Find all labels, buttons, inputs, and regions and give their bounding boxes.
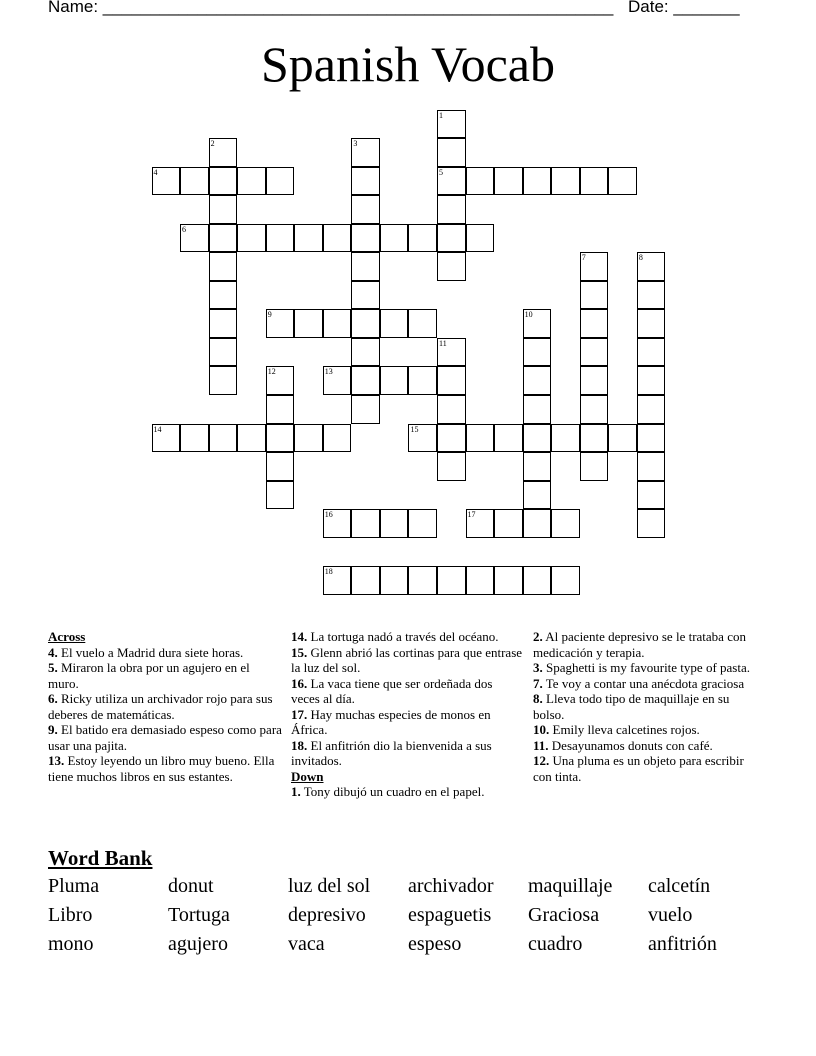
crossword-cell[interactable] [608,424,637,453]
clue-4 [48,645,283,661]
clue-13 [48,753,283,784]
crossword-cell[interactable] [494,509,523,538]
word-bank-item: Pluma [48,875,100,897]
crossword-cell[interactable] [266,167,295,196]
clue-number: 15. [291,644,308,660]
crossword-cell[interactable] [466,224,495,253]
clue-7 [533,676,763,692]
clue-text: Ricky utiliza un archivador rojo para sus deberes de matemáticas. [48,691,273,722]
crossword-cell[interactable] [523,395,552,424]
clue-number: 6. [48,691,58,706]
crossword-cell[interactable] [408,566,437,595]
crossword-cell[interactable] [580,395,609,424]
clues-column-2 [291,629,523,800]
crossword-cell[interactable] [294,424,323,453]
word-bank-item: vaca [288,933,325,955]
crossword-cell[interactable] [637,338,666,367]
crossword-cell[interactable] [408,309,437,338]
clue-number: 12. [533,753,550,768]
crossword-cell[interactable] [437,366,466,395]
crossword-cell[interactable] [637,424,666,453]
crossword-cell[interactable] [408,366,437,395]
clue-number: 16. [291,675,308,691]
crossword-cell[interactable] [294,309,323,338]
crossword-cell[interactable] [437,566,466,595]
clue-number: 3. [533,660,543,675]
crossword-cell[interactable] [380,509,409,538]
clue-text: Hay muchas especies de monos en África. [291,706,491,737]
clue-number: 9. [48,722,58,737]
word-bank-item: anfitrión [648,933,717,955]
clue-number: 7. [533,675,543,691]
grid-number: 4 [153,167,158,177]
crossword-cell[interactable] [580,424,609,453]
crossword-cell[interactable] [209,338,238,367]
crossword-cell[interactable] [266,481,295,510]
crossword-cell[interactable] [351,195,380,224]
clue-text: Spaghetti is my favourite type of pasta. [542,660,750,675]
clue-text: El vuelo a Madrid dura siete horas. [57,644,244,660]
clue-number: 2. [533,629,543,644]
grid-number: 14 [153,424,162,434]
word-bank-title: Word Bank [48,846,153,870]
crossword-cell[interactable] [580,309,609,338]
crossword-cell[interactable] [637,509,666,538]
crossword-cell[interactable] [351,509,380,538]
grid-number: 13 [324,367,333,377]
crossword-cell[interactable] [323,424,352,453]
crossword-cell[interactable] [351,252,380,281]
clue-9 [48,722,283,753]
clue-text: El anfitrión dio la bienvenida a sus invitados. [291,737,492,768]
crossword-cell[interactable] [266,452,295,481]
clue-text: La tortuga nadó a través del océano. [307,629,499,644]
crossword-cell[interactable] [180,167,209,196]
word-bank-item: maquillaje [528,875,613,897]
across-heading: Across [48,629,86,644]
clue-10 [533,722,763,738]
clue-number: 4. [48,644,58,660]
clue-text: Estoy leyendo un libro muy bueno. Ella tiene muchos libros en sus estantes. [48,753,275,784]
grid-number: 1 [439,110,443,120]
crossword-cell[interactable] [551,509,580,538]
crossword-cell[interactable] [237,224,266,253]
grid-number: 15 [410,424,419,434]
crossword-cell[interactable] [209,309,238,338]
crossword-cell[interactable] [523,338,552,367]
crossword-cell[interactable] [637,366,666,395]
crossword-cell[interactable] [523,481,552,510]
word-bank-item: espeso [408,933,462,955]
grid-number: 3 [353,139,358,149]
clue-text: Te voy a contar una anécdota graciosa [542,675,745,691]
crossword-cell[interactable] [351,566,380,595]
grid-number: 6 [182,224,187,234]
crossword-cell[interactable] [437,252,466,281]
word-bank-item: Libro [48,904,93,926]
clue-number: 11. [533,737,549,753]
crossword-cell[interactable] [523,509,552,538]
crossword-cell[interactable] [637,395,666,424]
clue-number: 18. [291,737,308,753]
crossword-cell[interactable] [494,424,523,453]
clue-5 [48,660,283,691]
word-bank-item: calcetín [648,875,711,897]
crossword-cell[interactable] [237,424,266,453]
crossword-cell[interactable] [351,395,380,424]
clue-number: 5. [48,660,58,675]
date-field[interactable]: Date: _______ [628,0,740,16]
clue-text: Una pluma es un objeto para escribir con tinta. [533,753,744,784]
clue-18 [291,738,523,769]
crossword-cell[interactable] [209,224,238,253]
crossword-cell[interactable] [380,566,409,595]
word-bank-item: agujero [168,933,228,955]
crossword-cell[interactable] [380,309,409,338]
crossword-cell[interactable] [351,167,380,196]
clue-text: La vaca tiene que ser ordeñada dos veces al día. [291,675,493,706]
crossword-cell[interactable] [266,224,295,253]
crossword-cell[interactable] [523,366,552,395]
clue-17 [291,707,523,738]
clue-number: 17. [291,706,308,722]
clue-6 [48,691,283,722]
word-bank-item: espaguetis [408,904,492,926]
crossword-cell[interactable] [351,309,380,338]
crossword-cell[interactable] [523,424,552,453]
grid-number: 5 [439,167,443,177]
clue-number: 14. [291,629,308,644]
crossword-cell[interactable] [266,424,295,453]
grid-number: 9 [267,310,272,320]
crossword-cell[interactable] [637,481,666,510]
crossword-cell[interactable] [209,167,238,196]
clue-text: Glenn abrió las cortinas para que entrase la luz del sol. [291,644,523,675]
clue-number: 8. [533,691,543,706]
crossword-cell[interactable] [380,224,409,253]
crossword-cell[interactable] [437,424,466,453]
crossword-cell[interactable] [523,452,552,481]
crossword-cell[interactable] [351,366,380,395]
clue-text: Emily lleva calcetines rojos. [549,722,700,737]
crossword-cell[interactable] [494,566,523,595]
crossword-cell[interactable] [209,424,238,453]
crossword-cell[interactable] [351,281,380,310]
crossword-cell[interactable] [637,452,666,481]
name-field[interactable]: Name: ______________________________________________________ [48,0,614,16]
grid-number: 11 [439,338,447,348]
clue-text: Miraron la obra por un agujero en el muro. [48,660,250,691]
page-title: Spanish Vocab [261,36,555,92]
clue-number: 13. [48,753,65,768]
crossword-cell[interactable] [466,566,495,595]
crossword-cell[interactable] [408,509,437,538]
crossword-cell[interactable] [209,195,238,224]
clue-text: El batido era demasiado espeso como para usar una pajita. [48,722,282,753]
crossword-cell[interactable] [580,338,609,367]
crossword-cell[interactable] [637,281,666,310]
crossword-cell[interactable] [209,252,238,281]
word-bank-item: vuelo [648,904,693,926]
crossword-cell[interactable] [209,281,238,310]
crossword-cell[interactable] [523,566,552,595]
crossword-cell[interactable] [437,224,466,253]
word-bank-item: archivador [408,875,494,897]
clue-text: Al paciente depresivo se le trataba con medicación y terapia. [533,629,746,660]
crossword-cell[interactable] [437,452,466,481]
crossword-cell[interactable] [266,395,295,424]
crossword-cell[interactable] [494,167,523,196]
grid-number: 16 [324,510,333,520]
grid-number: 10 [524,310,533,320]
word-bank-item: donut [168,875,214,897]
clue-number: 1. [291,784,301,799]
down-heading: Down [291,768,324,784]
crossword-cell[interactable] [380,366,409,395]
crossword-cell[interactable] [466,167,495,196]
word-bank-item: cuadro [528,933,583,955]
grid-number: 18 [324,567,333,577]
clues-column-1 [48,629,283,784]
clue-12 [533,753,763,784]
grid-number: 12 [267,367,276,377]
clue-3 [533,660,763,676]
crossword-cell[interactable] [580,366,609,395]
clue-text: Desayunamos donuts con café. [548,737,713,753]
crossword-cell[interactable] [551,424,580,453]
crossword-cell[interactable] [351,224,380,253]
grid-number: 7 [581,253,586,263]
crossword-cell[interactable] [237,167,266,196]
clue-text: Lleva todo tipo de maquillaje en su bolso. [533,691,730,722]
word-bank-item: Graciosa [528,904,600,926]
clue-11 [533,738,763,754]
crossword-cell[interactable] [466,424,495,453]
crossword-cell[interactable] [523,167,552,196]
word-bank-item: Tortuga [168,904,230,926]
crossword-cell[interactable] [637,309,666,338]
crossword-cell[interactable] [323,309,352,338]
crossword-cell[interactable] [437,138,466,167]
crossword-cell[interactable] [294,224,323,253]
crossword-cell[interactable] [408,224,437,253]
clue-15 [291,645,523,676]
grid-number: 2 [210,139,215,149]
crossword-cell[interactable] [551,167,580,196]
clue-text: Tony dibujó un cuadro en el papel. [300,784,485,799]
clue-8 [533,691,763,722]
clue-1 [291,784,523,800]
crossword-cell[interactable] [323,224,352,253]
crossword-cell[interactable] [437,395,466,424]
grid-number: 8 [638,253,643,263]
word-bank-item: depresivo [288,904,366,926]
crossword-cell[interactable] [437,195,466,224]
crossword-cell[interactable] [209,366,238,395]
word-bank-item: luz del sol [288,875,371,897]
clue-14 [291,629,523,645]
crossword-cell[interactable] [608,167,637,196]
crossword-cell[interactable] [580,167,609,196]
grid-number: 17 [467,510,476,520]
crossword-cell[interactable] [351,338,380,367]
crossword-cell[interactable] [580,281,609,310]
clue-number: 10. [533,722,550,737]
clue-16 [291,676,523,707]
clues-column-3 [533,629,763,784]
crossword-cell[interactable] [180,424,209,453]
clue-2 [533,629,763,660]
crossword-cell[interactable] [580,452,609,481]
word-bank-item: mono [48,933,94,955]
crossword-cell[interactable] [551,566,580,595]
